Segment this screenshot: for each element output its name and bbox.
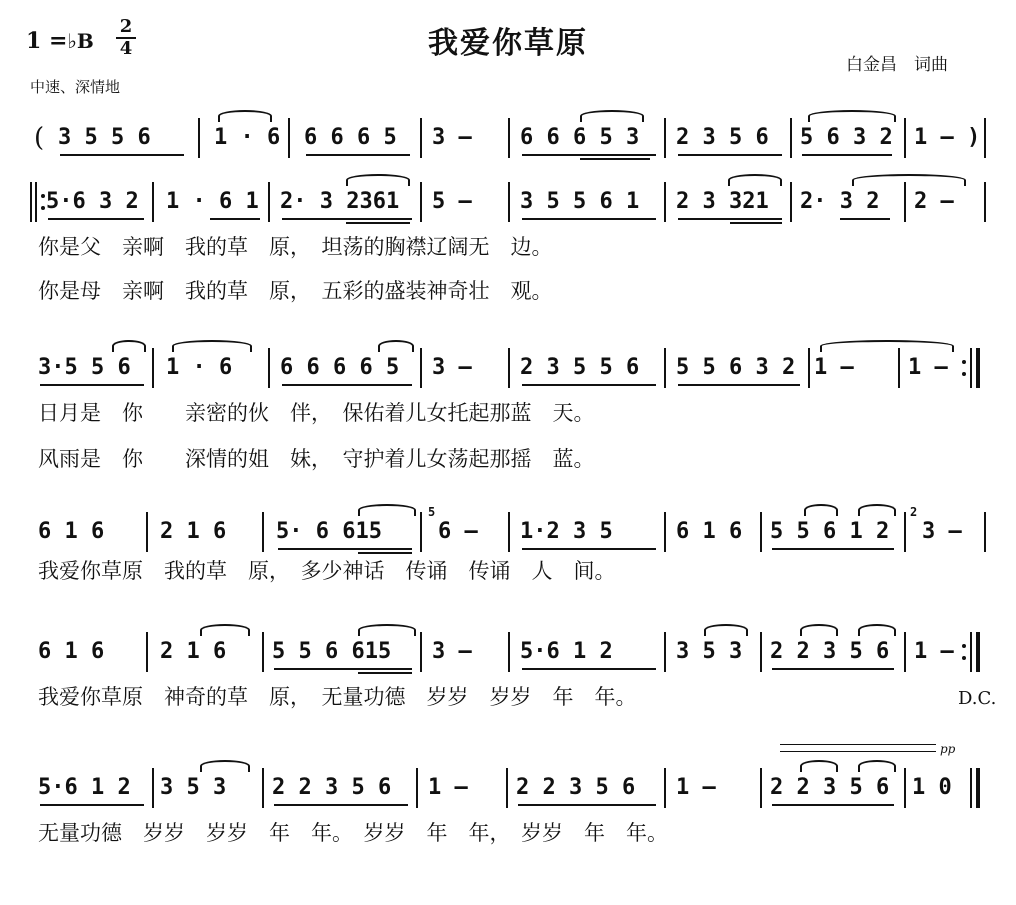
lyric-text: 你是母 亲啊 我的草 原， 五彩的盛装神奇壮 观。 (38, 279, 553, 303)
staff-row-intro (0, 118, 1016, 178)
measure: 2 1 6 (160, 519, 227, 544)
lyric-text: 风雨是 你 深情的姐 妹， 守护着儿女荡起那摇 蓝。 (38, 447, 595, 471)
measure: 1 · 6 (166, 355, 233, 380)
measure: 3 5 5 6 (58, 125, 151, 150)
measure: 6 – (438, 519, 478, 544)
measure: 3 – (432, 639, 472, 664)
measure: 2· 3 2361 (280, 189, 400, 214)
measure: 3 5 5 6 1 (520, 189, 640, 214)
measure: 6 6 6 6 5 (280, 355, 400, 380)
lyric-text: 日月是 你 亲密的伙 伴， 保佑着儿女托起那蓝 天。 (38, 401, 595, 425)
measure: 1 – (908, 355, 948, 380)
lyric-text: 我爱你草原 神奇的草 原， 无量功德 岁岁 岁岁 年 年。 (38, 685, 637, 709)
time-bottom: 4 (119, 38, 133, 59)
measure: 5 5 6 615 (272, 639, 392, 664)
measure: 5· 6 615 (276, 519, 382, 544)
lyric-text: 无量功德 岁岁 岁岁 年 年。 岁岁 年 年， 岁岁 年 年。 (38, 821, 668, 845)
measure: 1 – ) (914, 125, 980, 150)
measure: 6 1 6 (676, 519, 743, 544)
grace-note: 2 (910, 505, 918, 519)
measure: 2 1 6 (160, 639, 227, 664)
measure: 3 5 3 (676, 639, 743, 664)
measure: 3 – (922, 519, 962, 544)
measure: 1 – (814, 355, 854, 380)
measure: 2 3 321 (676, 189, 769, 214)
key-label: 1 = (26, 28, 68, 54)
measure: 3 – (432, 125, 472, 150)
song-title: 我爱你草原 (428, 26, 588, 61)
tempo-marking: 中速、深情地 (30, 78, 121, 96)
measure: 1·2 3 5 (520, 519, 613, 544)
measure: 6 6 6 5 (304, 125, 397, 150)
measure: 1 · 6 1 (166, 189, 259, 214)
measure: 5 6 3 2 (800, 125, 893, 150)
time-top: 2 (119, 16, 133, 37)
measure: 1 · 6 (214, 125, 281, 150)
author-credit: 白金昌 词曲 (846, 55, 948, 75)
measure: 1 – (428, 775, 468, 800)
measure: 2 2 3 5 6 (516, 775, 636, 800)
measure: 5·6 3 2 (46, 189, 139, 214)
lyric-text: 我爱你草原 我的草 原， 多少神话 传诵 传诵 人 间。 (38, 559, 616, 583)
measure: 2 – (914, 189, 954, 214)
grace-note: 5 (428, 505, 436, 519)
measure: 3·5 5 6 (38, 355, 131, 380)
measure: 5 5 6 1 2 (770, 519, 890, 544)
measure: 6 6 6 5 3 (520, 125, 640, 150)
measure: 6 1 6 (38, 519, 105, 544)
measure: 3 5 3 (160, 775, 227, 800)
measure: 6 1 6 (38, 639, 105, 664)
measure: 1 – (914, 639, 954, 664)
measure: 2 3 5 5 6 (520, 355, 640, 380)
measure: 1 0 (912, 775, 952, 800)
dc-marking: D.C. (958, 688, 997, 709)
measure: 2 2 3 5 6 (770, 639, 890, 664)
measure: 5·6 1 2 (38, 775, 131, 800)
dynamic-marking: pp (940, 742, 956, 756)
measure: 5·6 1 2 (520, 639, 613, 664)
measure: 3 – (432, 355, 472, 380)
decrescendo-hairpin (780, 744, 936, 752)
measure: 1 – (676, 775, 716, 800)
measure: 5 5 6 3 2 (676, 355, 796, 380)
measure: 2· 3 2 (800, 189, 880, 214)
lyric-text: 你是父 亲啊 我的草 原， 坦荡的胸襟辽阔无 边。 (38, 235, 553, 259)
measure: 2 2 3 5 6 (272, 775, 392, 800)
key-tone: ♭B (67, 29, 94, 53)
open-paren: ( (34, 123, 45, 153)
measure: 5 – (432, 189, 472, 214)
measure: 2 3 5 6 (676, 125, 769, 150)
measure: 2 2 3 5 6 (770, 775, 890, 800)
